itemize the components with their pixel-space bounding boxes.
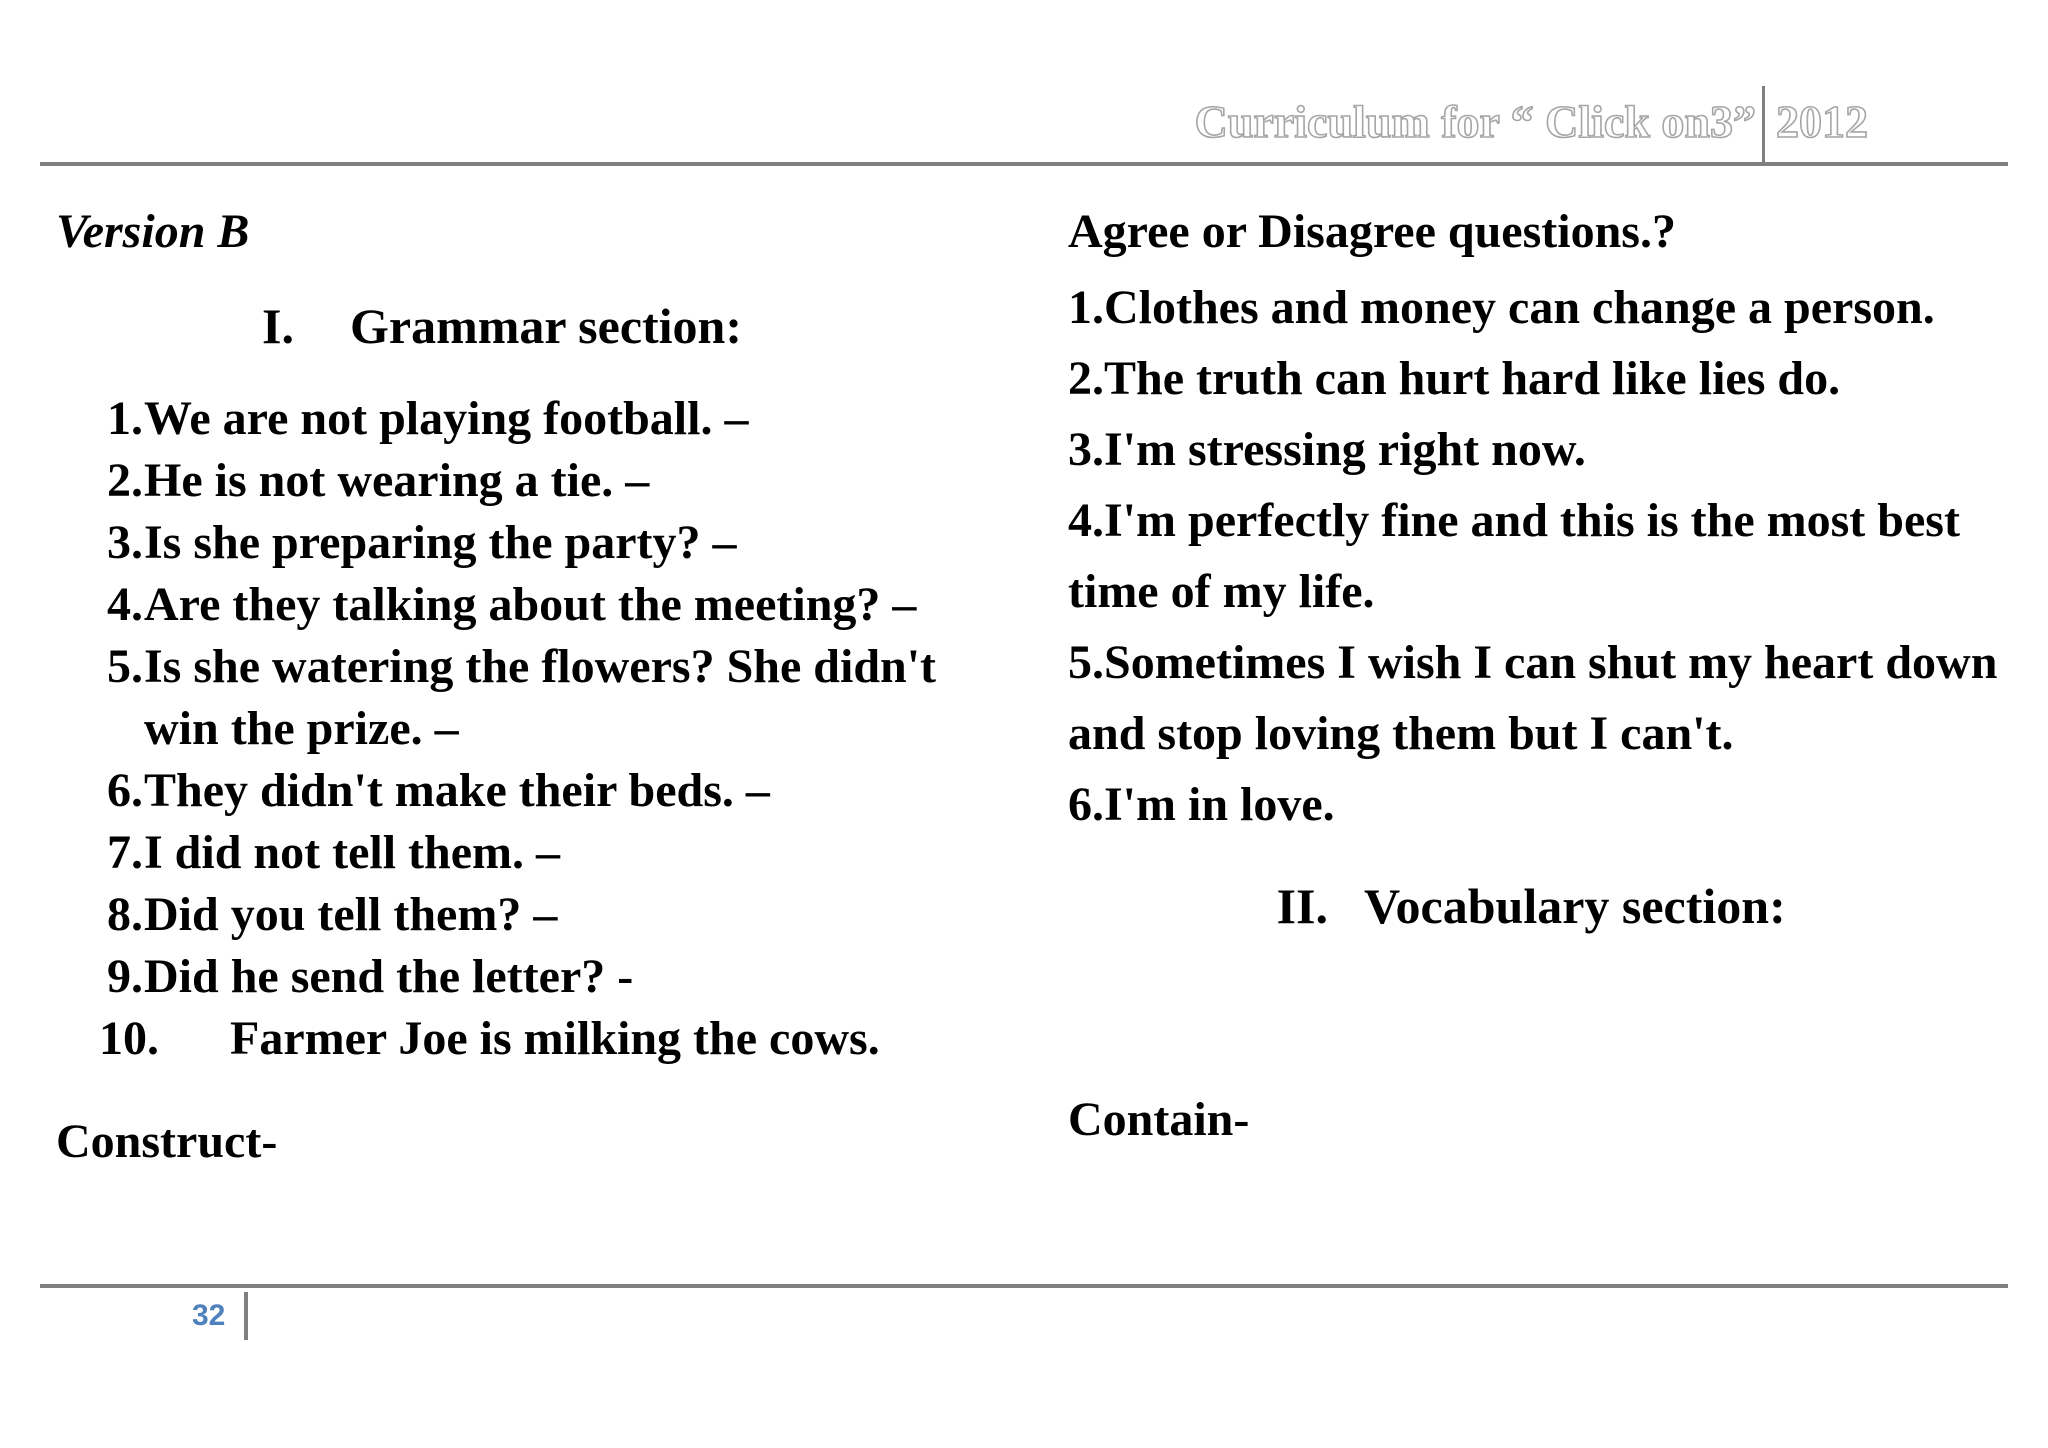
agree-disagree-title: Agree or Disagree questions.? [1068, 205, 1676, 258]
list-item [56, 574, 1016, 636]
item-text: Did he send the letter? - [144, 950, 634, 1003]
contain-label: Contain- [1068, 1093, 1250, 1146]
page-number: 32 [192, 1299, 226, 1332]
grammar-list [56, 388, 1016, 1070]
item-text: We are not playing football. – [144, 392, 749, 445]
item-text: They didn't make their beds. – [144, 764, 770, 817]
list-item [56, 512, 1016, 574]
item-number: 3. [107, 516, 143, 569]
left-column [56, 200, 1016, 1174]
item-number: 2. [107, 454, 143, 507]
list-item: 3.I'm stressing right now. [1068, 423, 1586, 476]
list-item: 2.The truth can hurt hard like lies do. [1068, 352, 1841, 405]
item-number: 5. [107, 640, 143, 693]
list-item: 4.I'm perfectly fine and this is the most best time of my life. [1068, 494, 1960, 618]
item-text: I did not tell them. – [144, 826, 561, 879]
item-text: He is not wearing a tie. – [144, 454, 650, 507]
header-year: 2012 [1776, 96, 1868, 147]
page-number-separator [244, 1292, 248, 1340]
grammar-heading [56, 294, 1016, 358]
item-number: 1. [107, 392, 143, 445]
item-number: 7. [107, 826, 143, 879]
vocabulary-heading [1068, 874, 2008, 938]
item-number: 4. [107, 578, 143, 631]
header-separator [1762, 86, 1765, 162]
item-number: 9. [107, 950, 143, 1003]
item-number: 6. [107, 764, 143, 817]
list-item [56, 636, 1016, 760]
list-item: 5.Sometimes I wish I can shut my heart down and stop loving them but I can't. [1068, 636, 1998, 760]
item-text: Did you tell them? – [144, 888, 558, 941]
list-item [56, 884, 1016, 946]
vocabulary-heading-text: Vocabulary section: [1364, 878, 1786, 934]
list-item: 6.I'm in love. [1068, 778, 1335, 831]
list-item: 1.Clothes and money can change a person. [1068, 281, 1935, 334]
agree-list [1068, 272, 2008, 840]
item-number: 10. [99, 1012, 159, 1065]
header-rule [40, 162, 2008, 166]
grammar-heading-text: Grammar section: [350, 298, 743, 354]
construct-label: Construct- [56, 1115, 278, 1168]
list-item [56, 1008, 1016, 1070]
version-label: Version B [56, 205, 250, 258]
list-item [56, 760, 1016, 822]
item-text: Is she watering the flowers? She didn't win the prize. – [144, 640, 937, 755]
vocabulary-heading-number: II. [1276, 878, 1328, 934]
grammar-heading-number: I. [262, 298, 294, 354]
item-text: Farmer Joe is milking the cows. [230, 1012, 880, 1065]
list-item [56, 450, 1016, 512]
footer-rule [40, 1284, 2008, 1288]
right-column [1068, 200, 2008, 1152]
item-number: 8. [107, 888, 143, 941]
item-text: Are they talking about the meeting? – [144, 578, 917, 631]
list-item [56, 822, 1016, 884]
header-title: Curriculum for “ Click on3” [1194, 96, 1756, 147]
item-text: Is she preparing the party? – [144, 516, 737, 569]
list-item [56, 946, 1016, 1008]
list-item [56, 388, 1016, 450]
